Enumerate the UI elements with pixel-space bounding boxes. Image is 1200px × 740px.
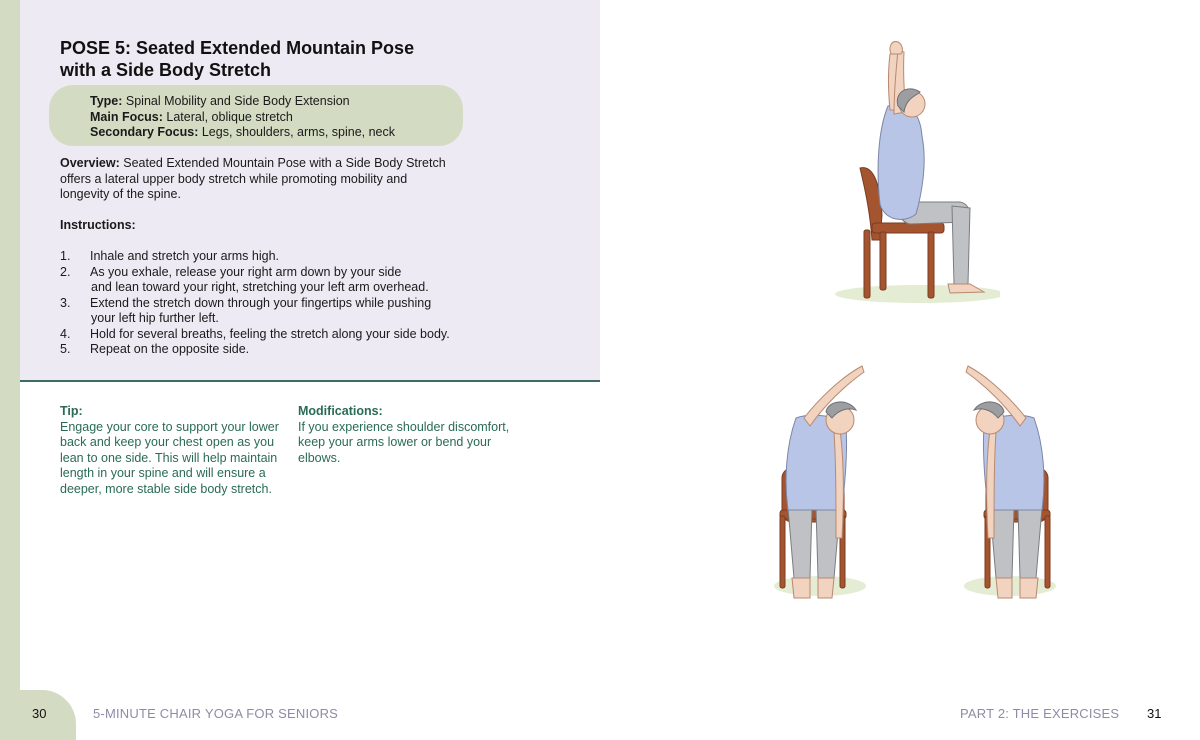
type-value: Spinal Mobility and Side Body Extension — [122, 94, 350, 108]
tip-label: Tip: — [60, 404, 83, 418]
step-text: As you exhale, release your right arm down by your side — [90, 264, 402, 279]
tip-section — [60, 404, 285, 497]
tip-text: deeper, more stable side body stretch. — [60, 481, 272, 496]
left-running-head: 5-MINUTE CHAIR YOGA FOR SENIORS — [93, 706, 339, 721]
pose-title — [60, 37, 540, 81]
secondary-focus-row — [90, 125, 463, 141]
main-focus-value: Lateral, oblique stretch — [162, 109, 293, 124]
seated-arms-raised-illustration — [820, 40, 1000, 310]
step-number: 3. — [60, 295, 71, 310]
page-corner-notch — [20, 640, 70, 690]
step-text: Extend the stretch down through your fingertips while pushing — [90, 295, 432, 310]
step-text: Hold for several breaths, feeling the stretch along your side body. — [90, 326, 450, 341]
instruction-step — [60, 249, 540, 265]
tip-text: length in your spine and will ensure a — [60, 466, 266, 480]
modifications-section — [298, 404, 523, 466]
head-illustration — [974, 402, 1004, 434]
right-page-number: 31 — [1147, 706, 1162, 721]
step-text: Inhale and stretch your arms high. — [90, 249, 279, 263]
tip-text: back and keep your chest open as you — [60, 435, 275, 449]
focus-box — [49, 85, 463, 146]
overview-line: Seated Extended Mountain Pose with a Side Body Stretch — [119, 156, 446, 170]
secondary-focus-value: Legs, shoulders, arms, spine, neck — [198, 125, 395, 139]
instruction-step — [60, 342, 540, 358]
tip-text: lean to one side. This will help maintain — [60, 450, 278, 465]
instruction-step — [60, 296, 540, 327]
pose-title-line1: POSE 5: Seated Extended Mountain Pose — [60, 38, 415, 58]
overview-line: longevity of the spine. — [60, 187, 181, 201]
instructions-heading: Instructions: — [60, 218, 136, 232]
step-number: 1. — [60, 249, 71, 263]
instruction-step — [60, 327, 540, 343]
modifications-label: Modifications: — [298, 404, 383, 418]
step-text: and lean toward your right, stretching your left arm overhead. — [91, 280, 429, 294]
side-stretch-left-arm-illustration — [770, 360, 880, 610]
step-text: your left hip further left. — [91, 311, 219, 325]
head-illustration — [826, 402, 856, 434]
modifications-text: If you experience shoulder discomfort, — [298, 419, 510, 434]
step-number: 4. — [60, 326, 71, 341]
side-stretch-right-arm-illustration — [950, 360, 1060, 610]
section-divider — [20, 380, 600, 382]
modifications-text: keep your arms lower or bend your — [298, 435, 492, 449]
instruction-steps-list — [60, 249, 540, 358]
pose-title-line2: with a Side Body Stretch — [60, 60, 272, 80]
overview-paragraph — [60, 156, 480, 203]
overview-line: offers a lateral upper body stretch while promoting mobility and — [60, 171, 408, 186]
type-label: Type: — [90, 94, 123, 108]
step-number: 2. — [60, 264, 71, 279]
modifications-text: elbows. — [298, 450, 341, 465]
type-row — [90, 94, 463, 110]
left-page-number: 30 — [32, 706, 47, 721]
instruction-step — [60, 265, 540, 296]
torso-illustration — [878, 104, 924, 219]
green-spine-border — [0, 0, 20, 740]
step-text: Repeat on the opposite side. — [90, 342, 250, 356]
overview-label: Overview: — [60, 156, 120, 170]
main-focus-row — [90, 110, 463, 126]
step-number: 5. — [60, 342, 71, 356]
main-focus-label: Main Focus: — [90, 109, 163, 124]
secondary-focus-label: Secondary Focus: — [90, 125, 199, 139]
tip-text: Engage your core to support your lower — [60, 419, 279, 434]
right-running-head: PART 2: THE EXERCISES — [960, 706, 1120, 721]
